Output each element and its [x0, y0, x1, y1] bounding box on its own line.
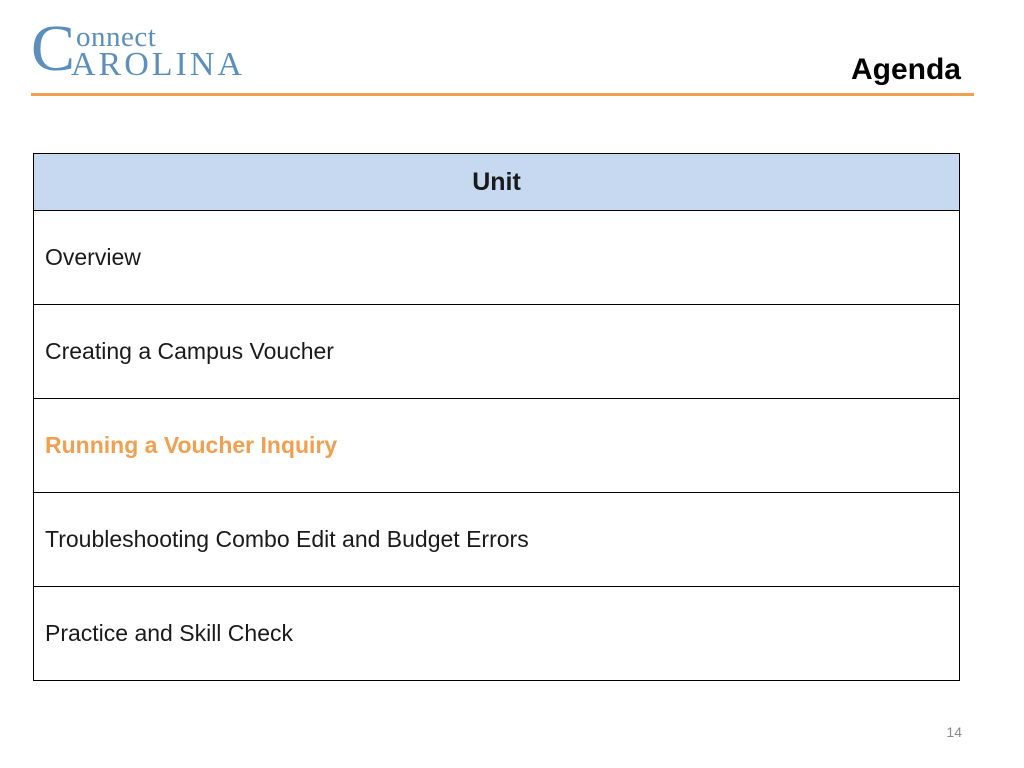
- logo-initial: C: [31, 12, 76, 85]
- table-row: [34, 399, 960, 493]
- header-divider: [31, 93, 974, 96]
- table-row: [34, 211, 960, 305]
- page-number: 14: [946, 724, 962, 740]
- table-row: [34, 305, 960, 399]
- agenda-item-creating-voucher: Creating a Campus Voucher: [34, 305, 960, 399]
- page-title: Agenda: [850, 53, 961, 86]
- agenda-item-practice: Practice and Skill Check: [34, 587, 960, 681]
- agenda-table: [33, 153, 960, 681]
- agenda-item-troubleshooting: Troubleshooting Combo Edit and Budget Errors: [34, 493, 960, 587]
- table-row: [34, 493, 960, 587]
- column-header-unit: Unit: [34, 154, 960, 211]
- agenda-item-overview: Overview: [34, 211, 960, 305]
- logo-top-text: onnect: [76, 21, 157, 53]
- agenda-item-voucher-inquiry-current: Running a Voucher Inquiry: [34, 399, 960, 493]
- connectcarolina-logo: [31, 12, 311, 85]
- table-header-row: [34, 154, 960, 211]
- table-row: [34, 587, 960, 681]
- logo-bottom-text: AROLINA: [71, 46, 245, 83]
